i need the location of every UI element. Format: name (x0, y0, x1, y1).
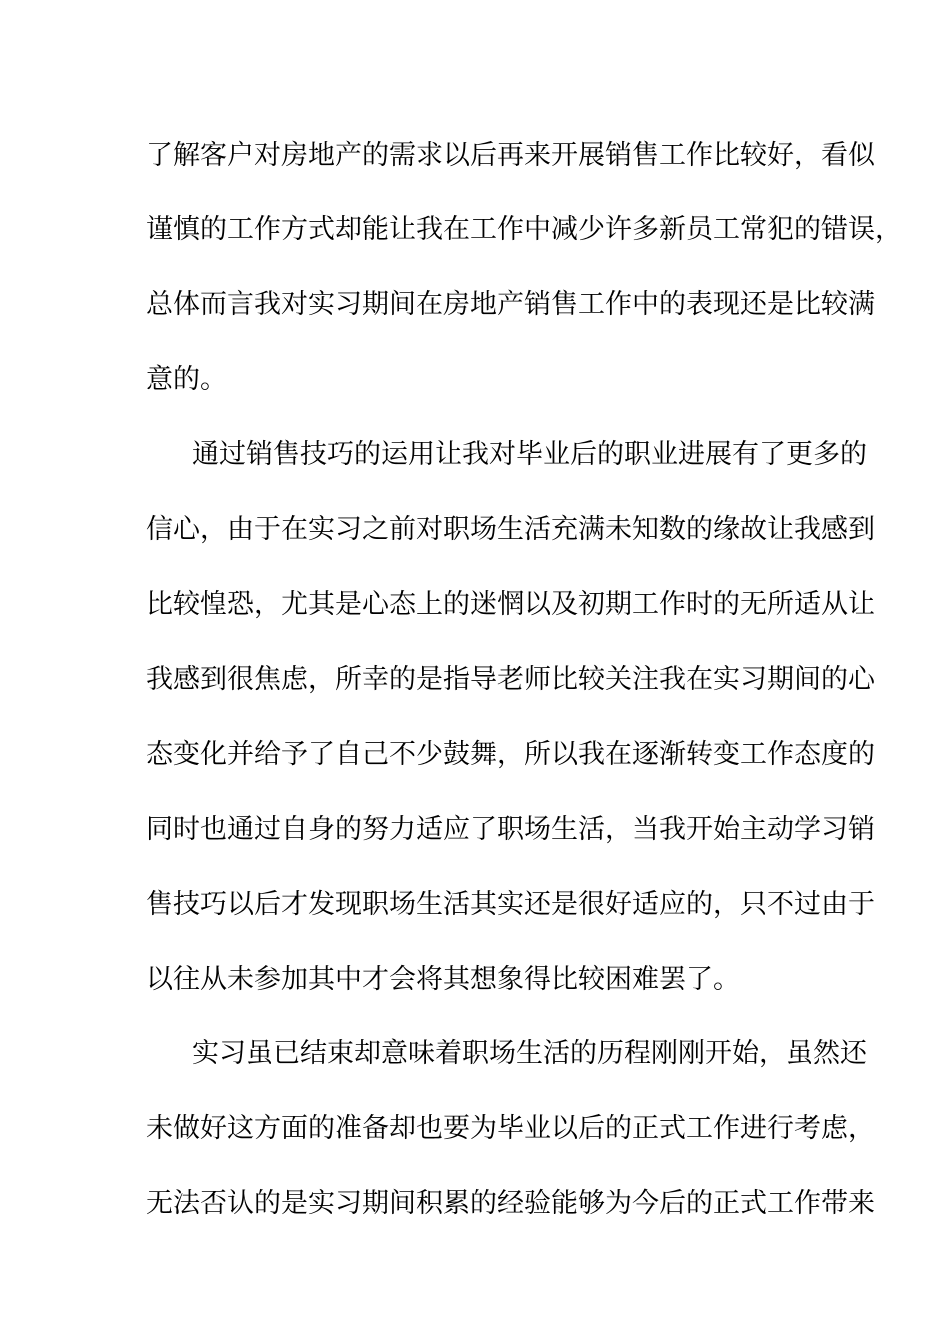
paragraph-2-line-1: 通过销售技巧的运用让我对毕业后的职业进展有了更多的 (192, 439, 867, 470)
paragraph-2-line-7: 售技巧以后才发现职场生活其实还是很好适应的，只不过由于 (146, 889, 875, 920)
paragraph-2-line-8: 以往从未参加其中才会将其想象得比较困难罢了。 (146, 964, 740, 995)
paragraph-3-line-3: 无法否认的是实习期间积累的经验能够为今后的正式工作带来 (146, 1188, 875, 1219)
paragraph-1-line-3: 总体而言我对实习期间在房地产销售工作中的表现还是比较满 (146, 289, 875, 320)
paragraph-2-line-4: 我感到很焦虑，所幸的是指导老师比较关注我在实习期间的心 (146, 664, 875, 695)
paragraph-3-line-2: 未做好这方面的准备却也要为毕业以后的正式工作进行考虑， (146, 1113, 875, 1144)
paragraph-2-line-3: 比较惶恐，尤其是心态上的迷惘以及初期工作时的无所适从让 (146, 589, 875, 620)
paragraph-2-line-2: 信心，由于在实习之前对职场生活充满未知数的缘故让我感到 (146, 514, 875, 545)
paragraph-1-line-2: 谨慎的工作方式却能让我在工作中减少许多新员工常犯的错误， (146, 214, 902, 245)
paragraph-2-line-6: 同时也通过自身的努力适应了职场生活，当我开始主动学习销 (146, 814, 875, 845)
paragraph-1-line-1: 了解客户对房地产的需求以后再来开展销售工作比较好，看似 (146, 140, 875, 171)
paragraph-3-line-1: 实习虽已结束却意味着职场生活的历程刚刚开始，虽然还 (192, 1038, 867, 1069)
paragraph-1-line-4: 意的。 (146, 364, 227, 395)
paragraph-2-line-5: 态变化并给予了自己不少鼓舞，所以我在逐渐转变工作态度的 (146, 739, 875, 770)
